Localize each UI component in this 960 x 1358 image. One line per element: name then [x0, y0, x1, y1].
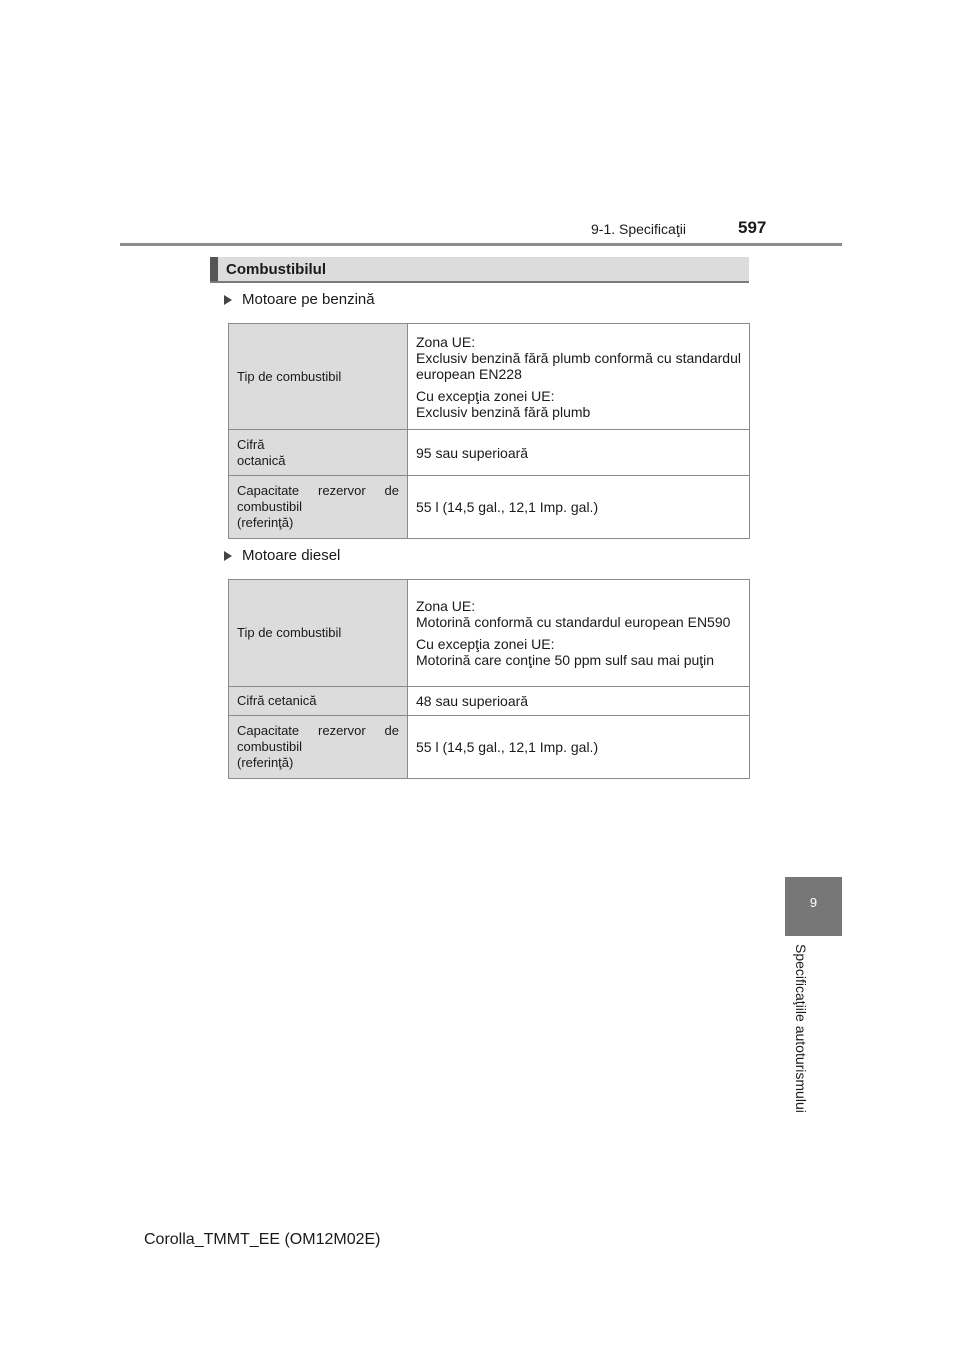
fuel-type-non-eu: Cu excepţia zonei UE: Exclusiv benzină fără plumb	[416, 387, 591, 420]
table-row	[229, 324, 750, 430]
triangle-bullet-icon	[224, 551, 232, 561]
fuel-type-value	[408, 324, 750, 430]
fuel-type-eu: Zona UE: Exclusiv benzină fără plumb conformă cu standardul european EN228	[416, 333, 741, 382]
triangle-bullet-icon	[224, 295, 232, 305]
header-section-title: 9-1. Specificaţii	[591, 221, 686, 237]
petrol-engines-heading	[224, 291, 375, 308]
diesel-engines-heading	[224, 547, 340, 564]
table-row	[229, 430, 750, 476]
chapter-title: Specificaţiile autoturismului	[793, 944, 809, 1113]
tank-capacity-value: 55 l (14,5 gal., 12,1 Imp. gal.)	[408, 476, 750, 539]
section-title: Combustibilul	[226, 261, 326, 278]
page-number: 597	[738, 218, 767, 237]
table-row	[229, 476, 750, 539]
section-marker	[210, 257, 218, 281]
fuel-type-label: Tip de combustibil	[229, 324, 408, 430]
octane-value: 95 sau superioară	[408, 430, 750, 476]
cetane-value: 48 sau superioară	[408, 687, 750, 716]
fuel-type-label: Tip de combustibil	[229, 580, 408, 687]
table-row	[229, 580, 750, 687]
tank-capacity-value: 55 l (14,5 gal., 12,1 Imp. gal.)	[408, 716, 750, 779]
section-heading-bar	[210, 257, 749, 283]
chapter-tab	[785, 877, 842, 936]
chapter-number: 9	[809, 895, 818, 910]
cetane-label: Cifră cetanică	[229, 687, 408, 716]
table-row	[229, 716, 750, 779]
diesel-engines-heading-text: Motoare diesel	[242, 547, 341, 564]
fuel-type-value	[408, 580, 750, 687]
header-divider	[120, 243, 842, 246]
fuel-type-non-eu: Cu excepţia zonei UE: Motorină care conţine 50 ppm sulf sau mai puţin	[416, 636, 715, 668]
tank-capacity-label: Capacitate rezervor de combustibil (referinţă)	[229, 716, 408, 779]
tank-capacity-label: Capacitate rezervor de combustibil (referinţă)	[229, 476, 408, 539]
fuel-type-eu: Zona UE: Motorină conformă cu standardul european EN590	[416, 598, 731, 630]
diesel-fuel-table	[228, 579, 750, 779]
document-footer: Corolla_TMMT_EE (OM12M02E)	[144, 1231, 381, 1248]
petrol-fuel-table	[228, 323, 750, 539]
table-row	[229, 687, 750, 716]
petrol-engines-heading-text: Motoare pe benzină	[242, 291, 375, 308]
octane-label: Cifră octanică	[229, 430, 408, 476]
